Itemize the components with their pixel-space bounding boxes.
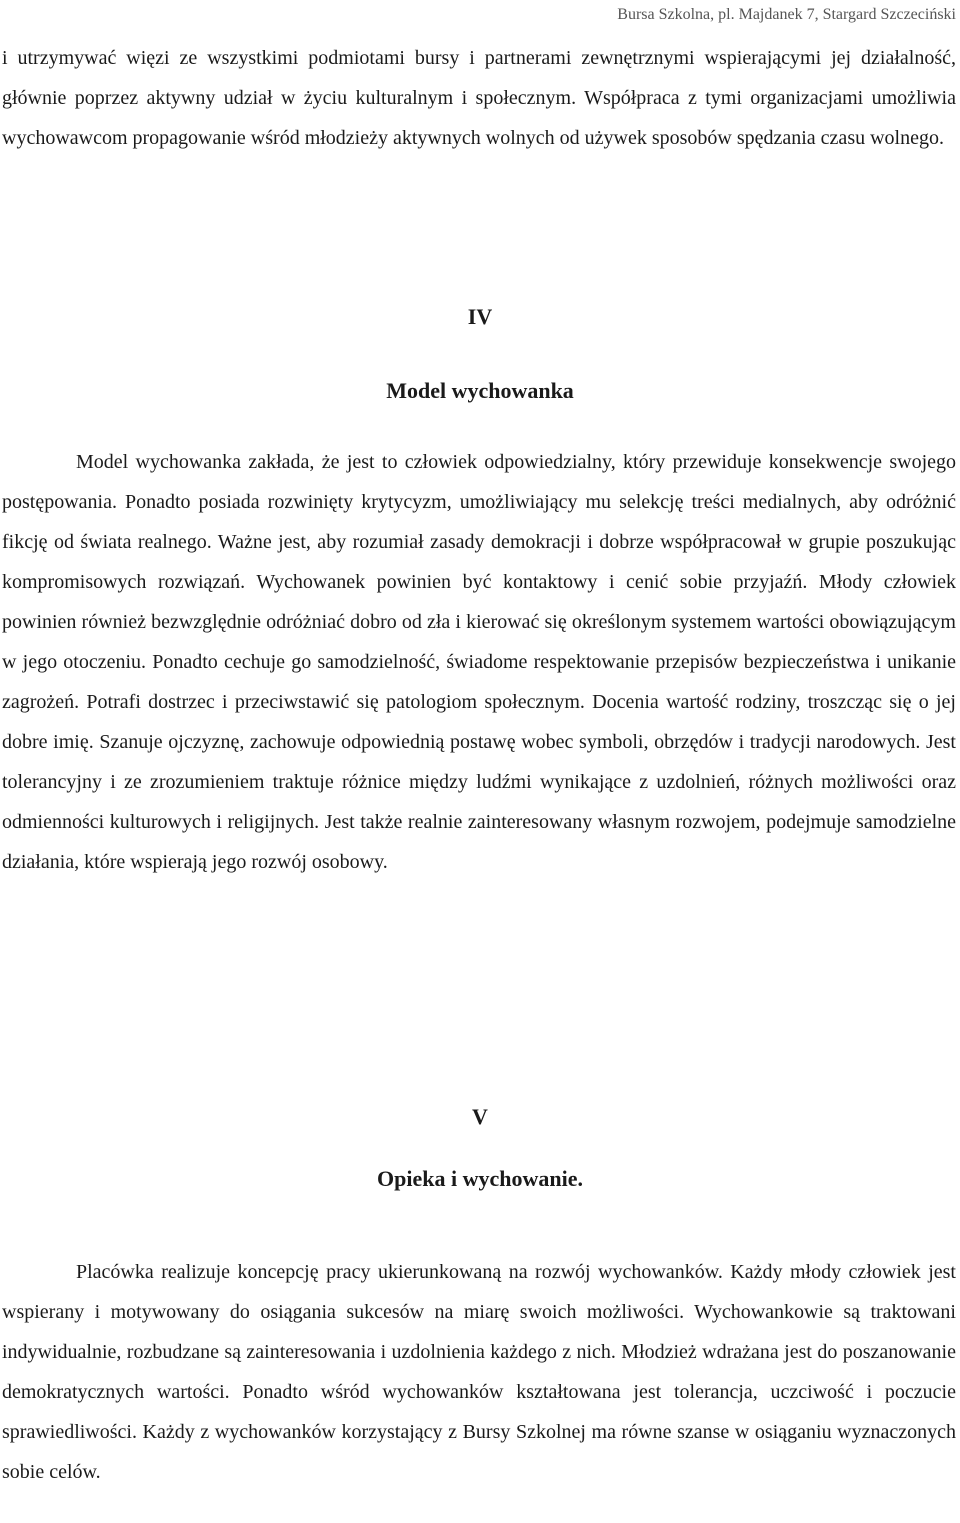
section-paragraph: Model wychowanka zakłada, że jest to człowiek odpowiedzialny, który przewiduje konsekwencje swojego postępowania. Ponadto posiada rozwinięty krytycyzm, umożliwiający mu selekcję treści medialnych, aby odróżnić fikcję od świata realnego. Ważne jest, aby rozumiał zasady demokracji i dobrze współpracował w grupie poszukując kompromisowych rozwiązań. Wychowanek powinien być kontaktowy i cenić sobie przyjaźń. Młody człowiek powinien również bezwzględnie odróżniać dobro od zła i kierować się określonym systemem wartości obowiązującym w jego otoczeniu. Ponadto cechuje go samodzielność, świadome respektowanie przepisów bezpieczeństwa i unikanie zagrożeń. Potrafi dostrzec i przeciwstawić się patologiom społecznym. Docenia wartość rodziny, troszcząc się o jej dobre imię. Szanuje ojczyznę, zachowuje odpowiednią postawę wobec symboli, obrzędów i tradycji narodowych. Jest tolerancyjny i ze zrozumieniem traktuje różnice między ludźmi wynikające z uzdolnień, różnych możliwości oraz odmienności kulturowych i religijnych. Jest także realnie zainteresowany własnym rozwojem, podejmuje samodzielne działania, które wspierają jego rozwój osobowy. (2, 451, 956, 873)
intro-paragraph: i utrzymywać więzi ze wszystkimi podmiotami bursy i partnerami zewnętrznymi wspierającymi jej działalność, głównie poprzez aktywny udział w życiu kulturalnym i społecznym. Współpraca z tymi organizacjami umożliwia wychowawcom propagowanie wśród młodzieży aktywnych wolnych od używek sposobów spędzania czasu wolnego. (2, 47, 956, 149)
page-header: Bursa Szkolna, pl. Majdanek 7, Stargard Szczeciński (617, 6, 956, 23)
section-number: IV (467, 304, 493, 329)
section-title: Opieka i wychowanie. (377, 1166, 583, 1191)
section-paragraph: Placówka realizuje koncepcję pracy ukierunkowaną na rozwój wychowanków. Każdy młody człowiek jest wspierany i motywowany do osiągania sukcesów na miarę swoich możliwości. Wychowankowie są traktowani indywidualnie, rozbudzane są zainteresowania i uzdolnienia każdego z nich. Młodzież wdrażana jest do poszanowanie demokratycznych wartości. Ponadto wśród wychowanków kształtowana jest tolerancja, uczciwość i poczucie sprawiedliwości. Każdy z wychowanków korzystający z Bursy Szkolnej ma równe szanse w osiąganiu wyznaczonych sobie celów. (2, 1261, 956, 1483)
section-number: V (472, 1104, 488, 1129)
section-title: Model wychowanka (386, 378, 574, 403)
